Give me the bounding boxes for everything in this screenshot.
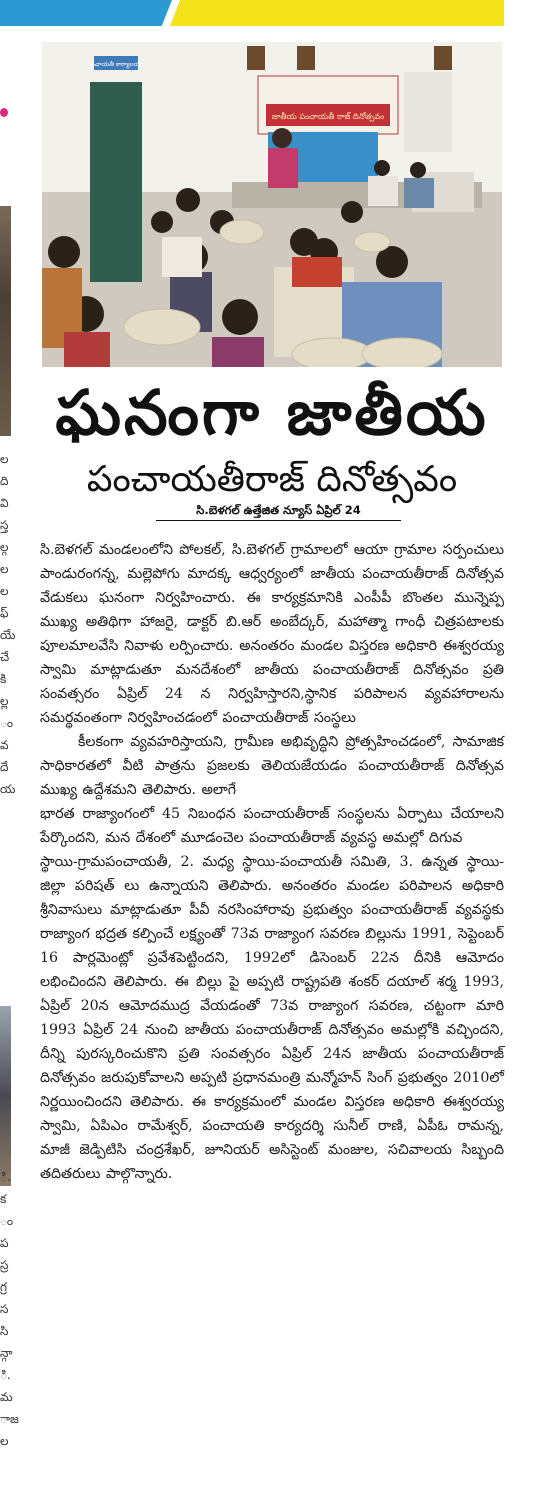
adjacent-text-fragments-upper: ల ది వి స్త ల్గ ల ల ఫ్ యే చే కి ల్ల ం వ దే య xyxy=(0,452,16,796)
adjacent-text-fragments-lower: ి. క ం ప స్ర గ్ర స సి న్గా ి. మ ాజ ల xyxy=(0,1170,19,1448)
article-dateline: సి.బెళగల్ ఉత్తేజిత న్యూస్ ఏప్రిల్ 24 xyxy=(156,500,401,521)
article-paragraph: స్థాయి-గ్రామపంచాయతీ, 2. మధ్య స్థాయి-పంచాయతీ సమితి, 3. ఉన్నత స్థాయి-జిల్లా పరిషత్ లు ఉన్నాయని తెలిపారు. అనంతరం మండల పరిపాలన అధికారి శ్రీనివాసులు మాట్లాడుతూ పీవీ నరసింహారావు ప్రభుత్వం పంచాయతీరాజ్ వ్యవస్థకు రాజ్యాంగ భద్రత కల్పించే లక్ష్యంతో 73వ రాజ్యాంగ సవరణ బిల్లును 1991, సెప్టెంబర్ 16 పార్లమెంట్లో ప్రవేశపెట్టిందని, 1992లో డిసెంబర్ 22న దీనికి ఆమోదం లభించిందని తెలిపారు. ఈ బిల్లు పై అప్పటి రాష్ట్రపతి శంకర్ దయాల్ శర్మ 1993, ఏప్రిల్ 20న ఆమోదముద్ర వేయడంతో 73వ రాజ్యాంగ సవరణ, చట్టంగా మారి 1993 ఏప్రిల్ 24 నుంచి జాతీయ పంచాయతీరాజ్ దినోత్సవం అమల్లోకి వచ్చిందని, దీన్ని పురస్కరించుకొని ప్రతి సంవత్సరం ఏప్రిల్ 24న జాతీయ పంచాయతీరాజ్ దినోత్సవం జరుపుకోవాలని అప్పటి ప్రధానమంత్రి మన్మోహన్ సింగ్ ప్రభుత్వం 2010లో నిర్ణయించిందని తెలిపారు. ఈ కార్యక్రమంలో మండల విస్తరణ అధికారి ఈశ్వరయ్య స్వామి, ఏపిఎం రామేశ్వర్, పంచాయతి కార్యదర్శి సునీల్ రాణి, ఏపీఓ రామన్న, మాజీ జెడ్పిటిసి చంద్రశేఖర్, జూనియర్ అసిస్టెంట్ మంజుల, సచివాలయ సిబ్బంది తదితరులు పాల్గొన్నారు. xyxy=(40,854,504,1182)
door-sign: పంచాయతీ కార్యాలయం xyxy=(87,61,145,68)
adjacent-column-strip xyxy=(0,26,28,1503)
article-photo xyxy=(42,42,502,367)
adjacent-photo-edge xyxy=(0,206,11,436)
article-headline: ఘనంగా జాతీయ xyxy=(55,376,489,449)
page-header-band xyxy=(0,0,554,26)
article-body xyxy=(40,538,504,1186)
bullet-dot-icon xyxy=(0,108,8,117)
header-band-yellow xyxy=(170,0,504,26)
article-paragraph: భారత రాజ్యాంగంలో 45 నిబంధన పంచాయతీరాజ్ సంస్థలను ఏర్పాటు చేయాలని పేర్కొందని, మన దేశంలో మూడంచెల పంచాయతీరాజ్ వ్యవస్థ అమల్లో దిగువ xyxy=(40,806,504,846)
article-paragraph: కీలకంగా వ్యవహరిస్తాయని, గ్రామీణ అభివృద్ధిని ప్రోత్సహించడంలో, సామాజిక సాధికారతలో వీటి పాత్రను ప్రజలకు తెలియజేయడం పంచాయతీరాజ్ దినోత్సవ ముఖ్య ఉద్దేశమని తెలిపారు. అలాగే xyxy=(40,734,504,798)
banner-text: జాతీయ పంచాయతీ రాజ్ దినోత్సవం xyxy=(271,112,385,121)
article-paragraph: సి.బెళగల్ మండలంలోని పోలకల్, సి.బెళగల్ గ్రామాలలో ఆయా గ్రామాల సర్పంచులు పాండురంగన్న, మల్లెపోగు మాదక్క ఆధ్వర్యంలో జాతీయ పంచాయతీరాజ్ దినోత్సవ వేడుకలు ఘనంగా నిర్వహించారు. ఈ కార్యక్రమానికి ఎంపీపీ బొంతల మున్నెప్ప ముఖ్య అతిథిగా హాజరై, డాక్టర్ బి.ఆర్ అంబేద్కర్, మహాత్మా గాంధీ చిత్రపటాలకు పూలమాలవేసి నివాళు లర్పించారు. అనంతరం మండల విస్తరణ అధికారి ఈశ్వరయ్య స్వామి మాట్లాడుతూ మనదేశంలో జాతీయ పంచాయతీరాజ్ దినోత్సవం ప్రతి సంవత్సరం ఏప్రిల్ 24 న నిర్వహిస్తారని,స్థానిక పరిపాలన వ్యవహారాలను సమర్థవంతంగా నిర్వహించడంలో పంచాయతీరాజ్ సంస్థలు xyxy=(40,542,504,726)
door-shape xyxy=(90,82,142,282)
adjacent-photo-edge-lower xyxy=(0,1006,11,1186)
article-subheadline: పంచాయతీరాజ్ దినోత్సవం xyxy=(86,459,458,500)
header-band-blue xyxy=(0,0,172,26)
